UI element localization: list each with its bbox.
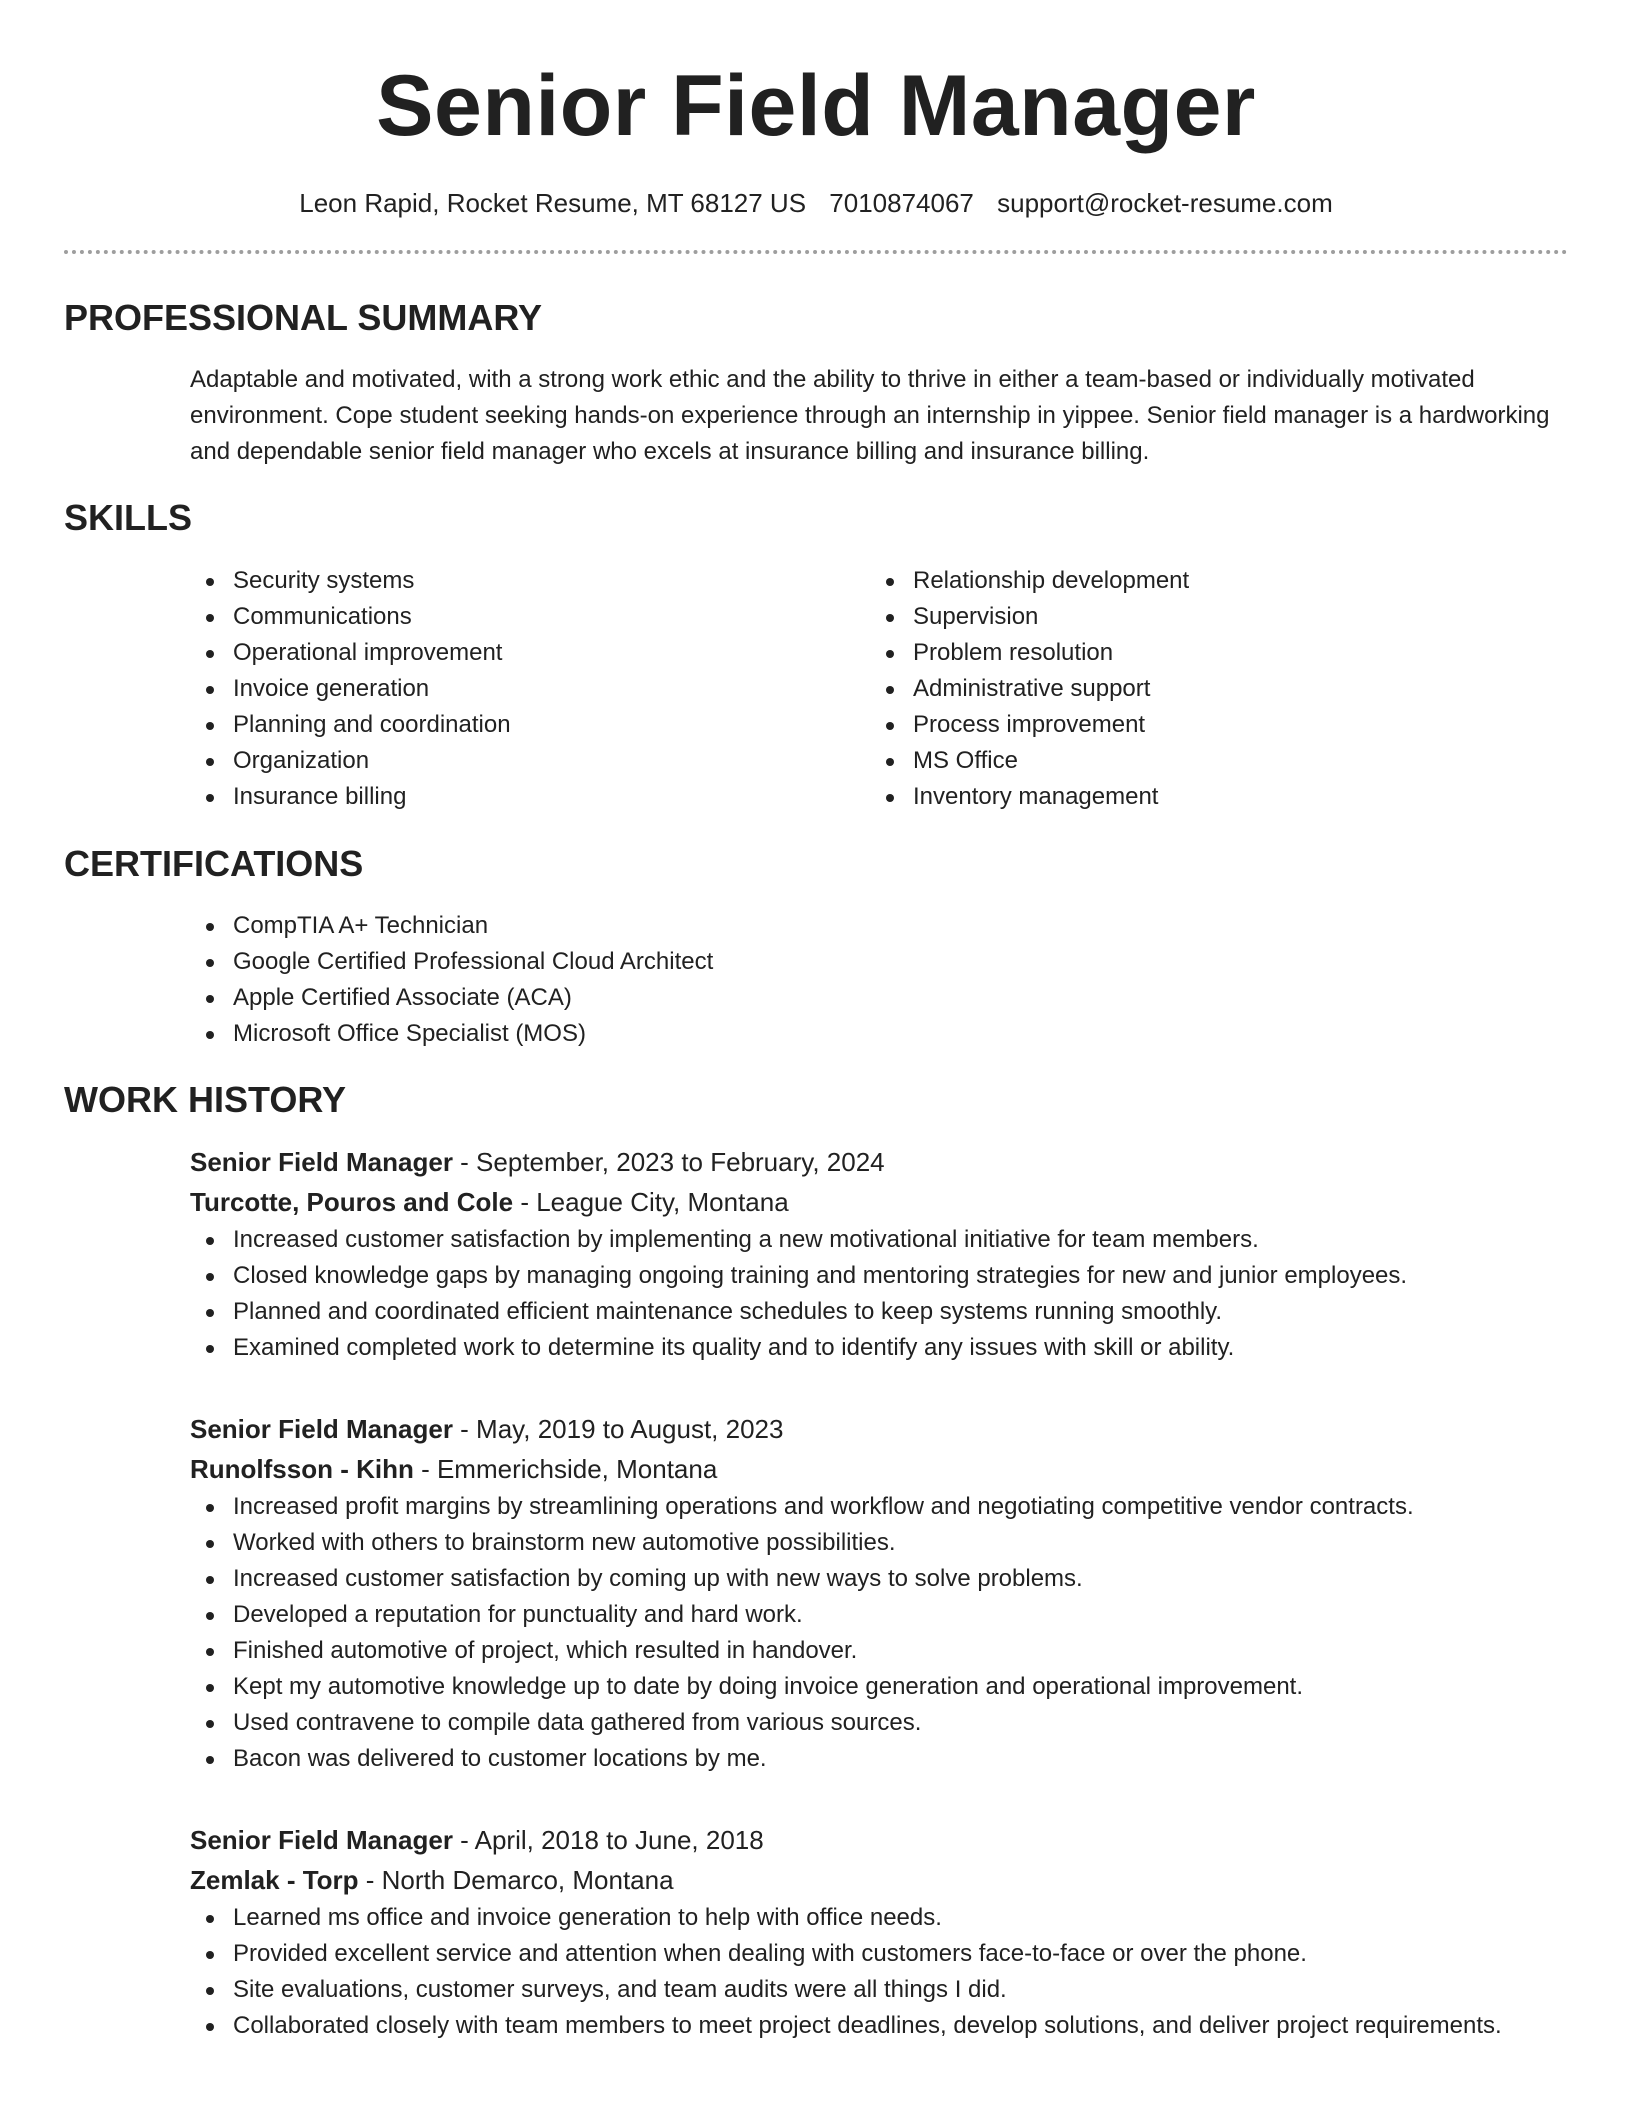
list-item: Used contravene to compile data gathered from various sources. [190,1705,1558,1741]
skills-list-left [190,563,870,815]
header-divider [64,250,1568,254]
certifications-section [190,908,1558,1052]
job-dates: - April, 2018 to June, 2018 [452,1825,764,1855]
certifications-list [190,908,1558,1052]
list-item: Problem resolution [870,635,1550,671]
job-role: Senior Field Manager [190,1147,453,1177]
list-item: Closed knowledge gaps by managing ongoing training and mentoring strategies for new and junior employees. [190,1258,1558,1294]
list-item: Planned and coordinated efficient maintenance schedules to keep systems running smoothly. [190,1294,1558,1330]
summary-heading: PROFESSIONAL SUMMARY [64,297,543,338]
list-item: Inventory management [870,779,1550,815]
job-company: Runolfsson - Kihn [190,1454,414,1484]
list-item: Process improvement [870,707,1550,743]
list-item: Examined completed work to determine its quality and to identify any issues with skill or ability. [190,1330,1558,1366]
skills-list-right [870,563,1550,815]
list-item: Supervision [870,599,1550,635]
skills-section [190,563,1558,815]
list-item: Increased customer satisfaction by implementing a new motivational initiative for team members. [190,1222,1558,1258]
contact-phone: 7010874067 [829,188,974,218]
job-role: Senior Field Manager [190,1825,453,1855]
contact-line [0,186,1632,220]
job-title-line [190,1409,1558,1449]
job-company-line [190,1449,1558,1489]
list-item: Finished automotive of project, which resulted in handover. [190,1633,1558,1669]
list-item: Insurance billing [190,779,870,815]
list-item: Invoice generation [190,671,870,707]
list-item: Site evaluations, customer surveys, and team audits were all things I did. [190,1972,1558,2008]
list-item: Google Certified Professional Cloud Architect [190,944,1558,980]
job-duties [190,1489,1558,1777]
job-title-line [190,1820,1558,1860]
job-entry [190,1820,1558,2044]
list-item: Provided excellent service and attention when dealing with customers face-to-face or over the phone. [190,1936,1558,1972]
list-item: Relationship development [870,563,1550,599]
job-title-line [190,1142,1558,1182]
job-location: - League City, Montana [513,1187,789,1217]
job-entry [190,1142,1558,1366]
list-item: CompTIA A+ Technician [190,908,1558,944]
list-item: Communications [190,599,870,635]
job-duties [190,1900,1558,2044]
list-item: Microsoft Office Specialist (MOS) [190,1016,1558,1052]
list-item: Learned ms office and invoice generation to help with office needs. [190,1900,1558,1936]
job-location: - Emmerichside, Montana [413,1454,718,1484]
job-dates: - September, 2023 to February, 2024 [452,1147,885,1177]
list-item: Bacon was delivered to customer locations by me. [190,1741,1558,1777]
job-entry [190,1409,1558,1777]
list-item: Collaborated closely with team members to meet project deadlines, develop solutions, and deliver project requirements. [190,2008,1558,2044]
list-item: Planning and coordination [190,707,870,743]
work-history-heading: WORK HISTORY [64,1079,347,1120]
list-item: Security systems [190,563,870,599]
list-item: Developed a reputation for punctuality and hard work. [190,1597,1558,1633]
job-company-line [190,1182,1558,1222]
summary-text: Adaptable and motivated, with a strong work ethic and the ability to thrive in either a team-based or individually motivated environment. Cope student seeking hands-on experience through an internship in yippee. Senior field manager is a hardworking and dependable senior field manager who excels at insurance billing and insurance billing. [190,366,1550,465]
job-location: - North Demarco, Montana [358,1865,674,1895]
job-company-line [190,1860,1558,1900]
job-role: Senior Field Manager [190,1414,453,1444]
summary-section [190,362,1558,470]
job-company: Zemlak - Torp [190,1865,359,1895]
job-dates: - May, 2019 to August, 2023 [452,1414,784,1444]
list-item: Administrative support [870,671,1550,707]
job-duties [190,1222,1558,1366]
list-item: Organization [190,743,870,779]
list-item: Increased customer satisfaction by coming up with new ways to solve problems. [190,1561,1558,1597]
list-item: Operational improvement [190,635,870,671]
list-item: Worked with others to brainstorm new automotive possibilities. [190,1525,1558,1561]
page-title: Senior Field Manager [376,58,1256,154]
contact-address: Leon Rapid, Rocket Resume, MT 68127 US [299,188,807,218]
list-item: Kept my automotive knowledge up to date by doing invoice generation and operational improvement. [190,1669,1558,1705]
list-item: Apple Certified Associate (ACA) [190,980,1558,1016]
certifications-heading: CERTIFICATIONS [64,843,364,884]
list-item: Increased profit margins by streamlining operations and workflow and negotiating competitive vendor contracts. [190,1489,1558,1525]
skills-heading: SKILLS [64,497,193,538]
resume-header [0,0,1632,220]
list-item: MS Office [870,743,1550,779]
job-company: Turcotte, Pouros and Cole [190,1187,514,1217]
contact-email[interactable]: support@rocket-resume.com [997,188,1333,218]
skills-columns [190,563,1558,815]
